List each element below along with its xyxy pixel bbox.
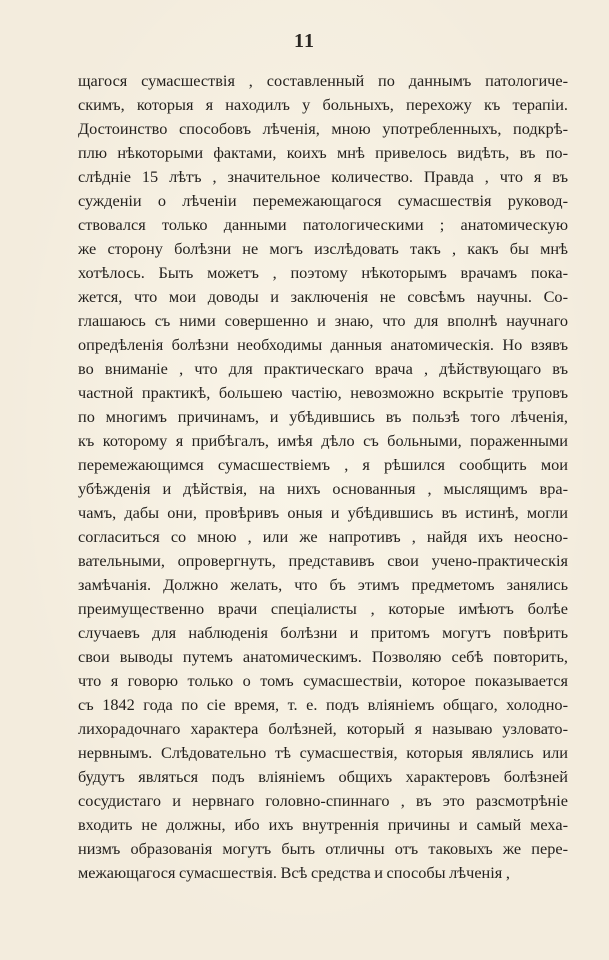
text-line: же сторону болѣзни не могъ изслѣдовать такъ , какъ бы мнѣ (78, 239, 568, 258)
text-line: убѣжденія и дѣйствія, на нихъ основанныя , мыслящимъ вра- (78, 479, 568, 498)
text-line: преимущественно врачи спеціалисты , которые имѣютъ болѣе (78, 599, 568, 618)
text-line: свои выводы путемъ анатомическимъ. Позволяю себѣ повторить, (78, 647, 568, 666)
text-line: хотѣлось. Быть можетъ , поэтому нѣкоторымъ врачамъ пока- (78, 263, 568, 282)
text-line: сосудистаго и нервнаго головно-спиннаго , въ это разсмотрѣніе (78, 791, 568, 810)
text-line: вательными, опровергнуть, представивъ свои учено-практическія (78, 551, 568, 570)
text-line: межающагося сумасшествія. Всѣ средства и способы лѣченія , (78, 863, 510, 882)
text-line: щагося сумасшествія , составленный по даннымъ патологиче- (78, 71, 568, 90)
page-number: 11 (294, 30, 315, 52)
text-line: что я говорю только о томъ сумасшествіи, которое показывается (78, 671, 568, 690)
text-line: согласиться со мною , или же напротивъ , найдя ихъ неосно- (78, 527, 568, 546)
text-line: чамъ, дабы они, провѣривъ оныя и убѣдившись въ истинѣ, могли (78, 503, 568, 522)
text-line: во вниманіе , что для практическаго врача , дѣйствующаго въ (78, 359, 568, 378)
text-line: будутъ являться подъ вліяніемъ общихъ характеровъ болѣзней (78, 767, 568, 786)
text-line: опредѣленія болѣзни необходимы данныя анатомическія. Но взявъ (78, 335, 568, 354)
text-line: ствовался только данными патологическими ; анатомическую (78, 215, 568, 234)
text-line: частной практикѣ, большею частію, невозможно вскрытіе труповъ (78, 383, 568, 402)
text-line: скимъ, которыя я находилъ у больныхъ, перехожу къ терапіи. (78, 95, 568, 114)
text-line: нервнымъ. Слѣдовательно тѣ сумасшествія, которыя являлись или (78, 743, 568, 762)
text-line: перемежающимся сумасшествіемъ , я рѣшился сообщить мои (78, 455, 568, 474)
text-line: съ 1842 года по сіе время, т. е. подъ вліяніемъ общаго, холодно- (78, 695, 568, 714)
text-line: лихорадочнаго характера болѣзней, который я называю узловато- (78, 719, 568, 738)
text-line: случаевъ для наблюденія болѣзни и притомъ могутъ повѣрить (78, 623, 568, 642)
text-line: сужденіи о лѣченіи перемежающагося сумасшествія руковод- (78, 191, 568, 210)
body-text (78, 69, 568, 885)
text-line: низмъ образованія могутъ быть отличны отъ таковыхъ же пере- (78, 839, 568, 858)
text-line: замѣчанія. Должно желать, что бъ этимъ предметомъ занялись (78, 575, 568, 594)
text-line: глашаюсь съ ними совершенно и знаю, что для вполнѣ научнаго (78, 311, 568, 330)
text-line: слѣдніе 15 лѣтъ , значительное количество. Правда , что я въ (78, 167, 568, 186)
text-line: плю нѣкоторыми фактами, коихъ мнѣ привелось видѣть, въ по- (78, 143, 568, 162)
text-line: жется, что мои доводы и заключенія не совсѣмъ научны. Со- (78, 287, 568, 306)
text-line: Достоинство способовъ лѣченія, мною употребленныхъ, подкрѣ- (78, 119, 568, 138)
text-line: входить не должны, ибо ихъ внутреннія причины и самый меха- (78, 815, 568, 834)
text-line: по многимъ причинамъ, и убѣдившись въ пользѣ того лѣченія, (78, 407, 568, 426)
text-line: къ которому я прибѣгалъ, имѣя дѣло съ больными, пораженными (78, 431, 568, 450)
